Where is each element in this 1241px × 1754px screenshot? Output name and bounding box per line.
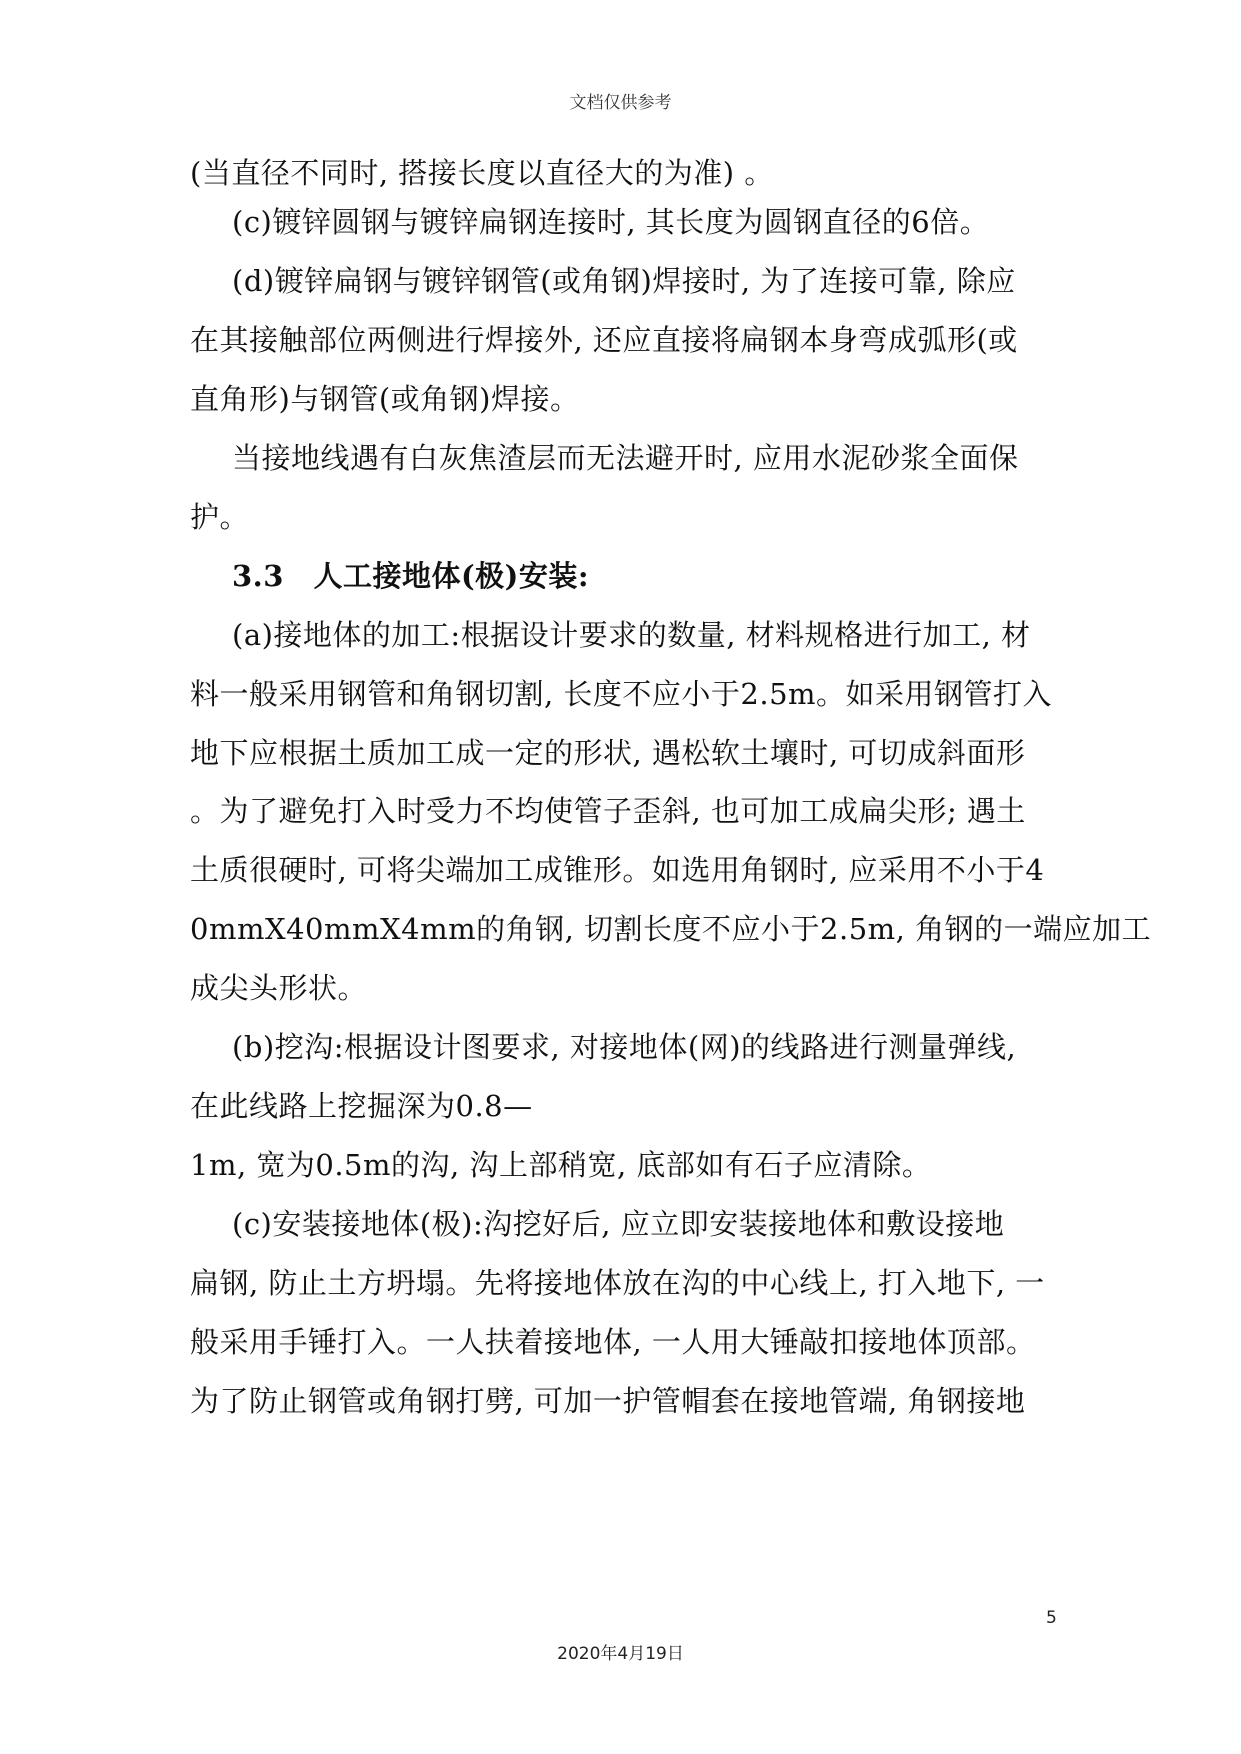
body-line-9: (a)接地体的加工:根据设计要求的数量, 材料规格进行加工, 材 — [232, 618, 1031, 652]
body-line-1: (当直径不同时, 搭接长度以直径大的为准) 。 — [190, 156, 774, 190]
body-line-2: (c)镀锌圆钢与镀锌扁钢连接时, 其长度为圆钢直径的6倍。 — [232, 205, 990, 239]
body-line-11: 地下应根据土质加工成一定的形状, 遇松软土壤时, 可切成斜面形 — [190, 736, 1026, 770]
body-line-5: 直角形)与钢管(或角钢)焊接。 — [190, 382, 580, 416]
body-line-21: 般采用手锤打入。一人扶着接地体, 一人用大锤敲扣接地体顶部。 — [190, 1325, 1036, 1359]
page-number: 5 — [1046, 1608, 1057, 1628]
body-line-19: (c)安装接地体(极):沟挖好后, 应立即安装接地体和敷设接地 — [232, 1207, 1005, 1241]
body-line-13: 土质很硬时, 可将尖端加工成锥形。如选用角钢时, 应采用不小于4 — [190, 853, 1045, 887]
body-line-18: 1m, 宽为0.5m的沟, 沟上部稍宽, 底部如有石子应清除。 — [190, 1148, 932, 1182]
body-line-3: (d)镀锌扁钢与镀锌钢管(或角钢)焊接时, 为了连接可靠, 除应 — [232, 264, 1016, 298]
body-line-12: 。为了避免打入时受力不均使管子歪斜, 也可加工成扁尖形; 遇土 — [190, 794, 1026, 828]
body-line-4: 在其接触部位两侧进行焊接外, 还应直接将扁钢本身弯成弧形(或 — [190, 323, 1018, 357]
footer-date: 2020年4月19日 — [557, 1644, 684, 1664]
page-header: 文档仅供参考 — [569, 93, 672, 113]
body-line-14: 0mmX40mmX4mm的角钢, 切割长度不应小于2.5m, 角钢的一端应加工 — [190, 912, 1152, 946]
body-line-17: 在此线路上挖掘深为0.8— — [190, 1089, 533, 1123]
body-line-6: 当接地线遇有白灰焦渣层而无法避开时, 应用水泥砂浆全面保 — [232, 441, 1019, 475]
body-line-7: 护。 — [190, 500, 250, 534]
body-line-15: 成尖头形状。 — [190, 971, 368, 1005]
body-line-16: (b)挖沟:根据设计图要求, 对接地体(网)的线路进行测量弹线, — [232, 1030, 1017, 1064]
body-line-10: 料一般采用钢管和角钢切割, 长度不应小于2.5m。如采用钢管打入 — [190, 677, 1053, 711]
body-line-20: 扁钢, 防止土方坍塌。先将接地体放在沟的中心线上, 打入地下, 一 — [190, 1266, 1045, 1300]
section-heading: 3.3 人工接地体(极)安装: — [232, 559, 590, 593]
body-line-22: 为了防止钢管或角钢打劈, 可加一护管帽套在接地管端, 角钢接地 — [190, 1384, 1026, 1418]
